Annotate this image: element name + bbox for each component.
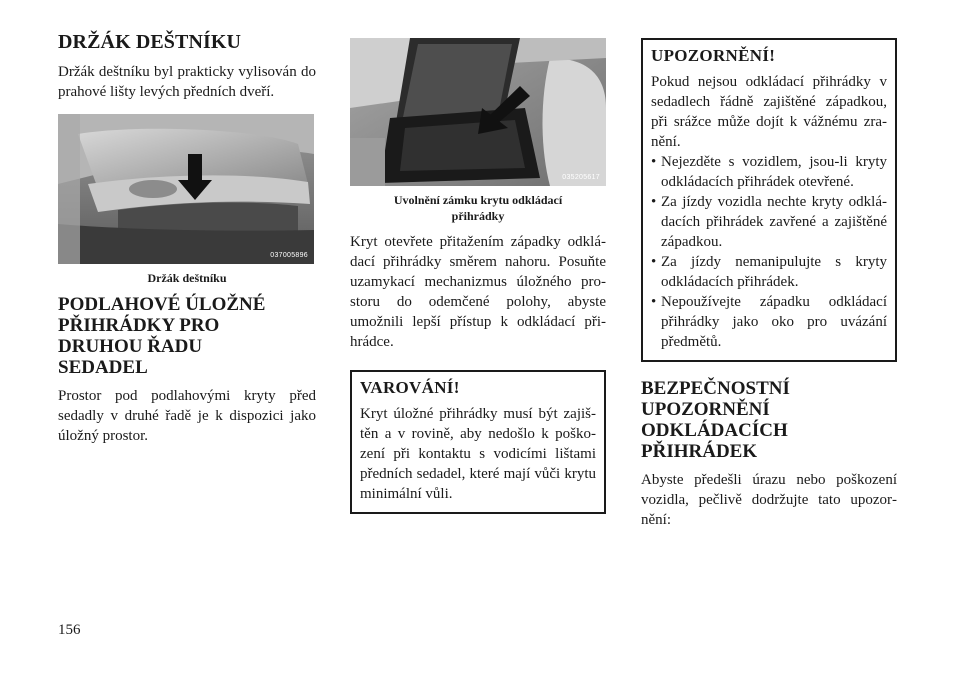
heading-floor-storage: PODLAHOVÉ ÚLOŽNÉ PŘIHRÁDKY PRO DRUHOU ŘADU SEDADEL <box>58 294 266 378</box>
warning-text: Kryt úložné přihrádky musí být zajištěn a v rovině, aby nedošlo k poškození při kontaktu s vodicími lištami předních sedadel, které mají vůči krytu minimální vůli. <box>360 406 596 502</box>
paragraph-floor-storage: Prostor pod podlahovými kryty před sedadly v druhé řadě je k dispozici jako úložný prostor. <box>58 388 316 444</box>
column-right <box>641 38 897 530</box>
caution-box <box>641 38 897 362</box>
storage-latch-illustration <box>350 38 606 186</box>
heading-umbrella-holder: DRŽÁK DEŠTNÍKU <box>58 31 242 53</box>
caption-storage-latch: Uvolnění zámku krytu odkládací přihrádky <box>393 193 563 223</box>
column-left <box>58 30 316 446</box>
caution-text: Pokud nejsou odkládací přihrádky v sedadlech řádně zajištěné západkou, při srážce může dojít k vážnému zranění. <box>651 74 887 150</box>
paragraph-safety-notes: Abyste předešli úrazu nebo poškození vozidla, pečlivě dodržujte tato upozornění: <box>641 472 897 528</box>
umbrella-holder-illustration <box>58 114 314 264</box>
heading-safety-notes: BEZPEČNOSTNÍ UPOZORNĚNÍ ODKLÁDACÍCH PŘIHRÁDEK <box>641 378 790 462</box>
paragraph-open-cover: Kryt otevřete přitažením západky odkládací přihrádky směrem nahoru. Posuňte uzamykací mechanizmus úložného prostoru do odemčené polohy, abyste umožnili lepší přístup k odkládací přihrádce. <box>350 234 606 350</box>
list-item: • Za jízdy nemanipulujte s kryty odkládacích přihrádek. <box>651 252 887 292</box>
column-middle <box>350 38 606 514</box>
image-code: 035205617 <box>562 174 600 181</box>
caption-umbrella-holder: Držák deštníku <box>147 271 227 285</box>
caution-list <box>651 152 887 352</box>
caution-title: UPOZORNĚNÍ! <box>651 46 776 65</box>
list-item: • Za jízdy vozidla nechte kryty odkládacích přihrádek zavřené a zajištěné západkou. <box>651 192 887 252</box>
storage-latch-photo <box>350 38 606 186</box>
list-item: • Nepoužívejte západku odkládací přihrádky jako oko pro uvázání předmětů. <box>651 292 887 352</box>
umbrella-holder-photo <box>58 114 314 264</box>
warning-box <box>350 370 606 514</box>
paragraph-umbrella-holder: Držák deštníku byl prakticky vylisován do prahové lišty levých předních dveří. <box>58 64 316 100</box>
page-number: 156 <box>58 622 81 638</box>
warning-title: VAROVÁNÍ! <box>360 378 460 397</box>
list-item: • Nejezděte s vozidlem, jsou-li kryty odkládacích přihrádek otevřené. <box>651 152 887 192</box>
image-code: 037005896 <box>270 252 308 259</box>
